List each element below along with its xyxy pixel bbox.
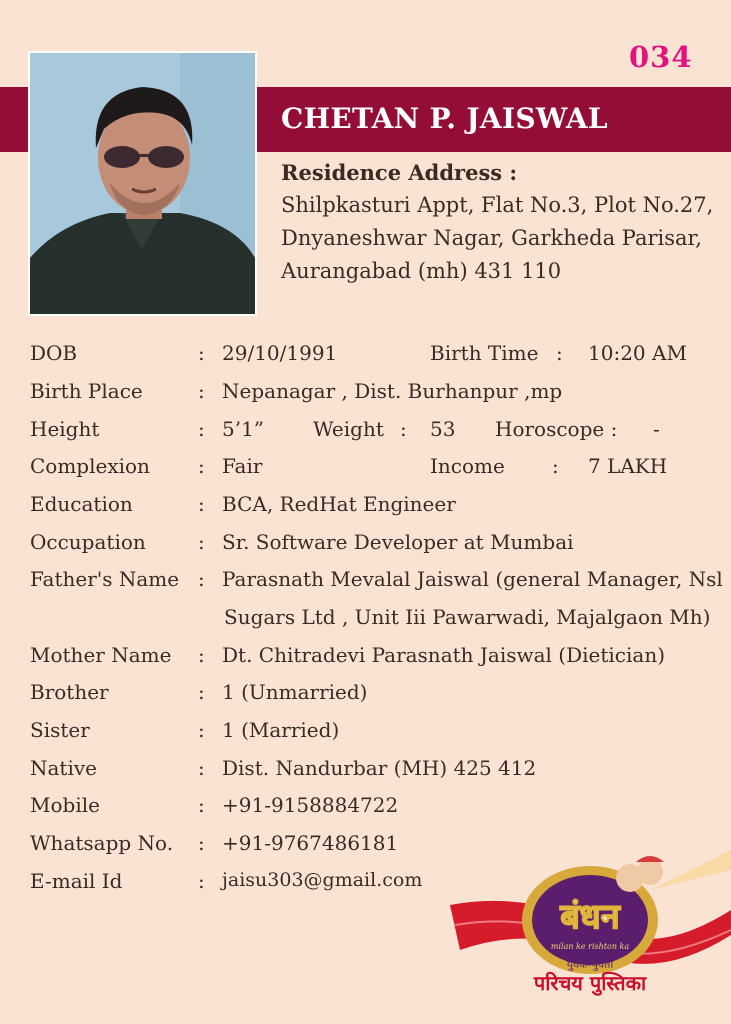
row-colon: : <box>198 756 205 780</box>
father-value: Parasnath Mevalal Jaiswal (general Manager, Nsl <box>222 567 723 591</box>
birth-place-label: Birth Place <box>30 379 143 403</box>
logo-subtitle: परिचय पुस्तिका <box>533 971 647 995</box>
row-colon: : <box>198 530 205 554</box>
row-colon: : <box>198 492 205 516</box>
email-value: jaisu303@gmail.com <box>222 869 423 891</box>
mother-value: Dt. Chitradevi Parasnath Jaiswal (Dietician) <box>222 643 665 667</box>
profile-name: CHETAN P. JAISWAL <box>281 102 608 135</box>
row-colon: : <box>198 454 205 478</box>
birth-time-label: Birth Time <box>430 341 539 365</box>
complexion-value: Fair <box>222 454 263 478</box>
horoscope-value: - <box>653 417 660 441</box>
row-colon: : <box>198 680 205 704</box>
profile-photo <box>28 51 257 316</box>
row-colon: : <box>198 718 205 742</box>
whatsapp-label: Whatsapp No. <box>30 831 174 855</box>
horoscope-label: Horoscope : <box>495 417 618 441</box>
row-colon: : <box>556 341 563 365</box>
native-label: Native <box>30 756 97 780</box>
logo-title: बंधन <box>560 897 620 937</box>
brother-value: 1 (Unmarried) <box>222 680 368 704</box>
row-colon: : <box>552 454 559 478</box>
mother-label: Mother Name <box>30 643 172 667</box>
whatsapp-value: +91-9767486181 <box>222 831 399 855</box>
row-colon: : <box>198 417 205 441</box>
row-colon: : <box>400 417 407 441</box>
native-value: Dist. Nandurbar (MH) 425 412 <box>222 756 537 780</box>
row-colon: : <box>198 869 205 893</box>
height-label: Height <box>30 417 100 441</box>
weight-value: 53 <box>430 417 456 441</box>
birth-place-value: Nepanagar , Dist. Burhanpur ,mp <box>222 379 563 403</box>
logo-subtitle-top: युवक-युवती <box>566 958 614 971</box>
sister-label: Sister <box>30 718 90 742</box>
father-label: Father's Name <box>30 567 180 591</box>
row-colon: : <box>198 793 205 817</box>
income-value: 7 LAKH <box>588 454 668 478</box>
dob-value: 29/10/1991 <box>222 341 338 365</box>
income-label: Income <box>430 454 505 478</box>
row-colon: : <box>198 567 205 591</box>
row-colon: : <box>198 341 205 365</box>
mobile-value: +91-9158884722 <box>222 793 399 817</box>
education-label: Education <box>30 492 133 516</box>
brother-label: Brother <box>30 680 109 704</box>
address-heading: Residence Address : <box>281 160 518 185</box>
row-colon: : <box>198 379 205 403</box>
row-colon: : <box>198 643 205 667</box>
address-line: Dnyaneshwar Nagar, Garkheda Parisar, <box>281 226 702 250</box>
height-value: 5’1” <box>222 417 265 441</box>
birth-time-value: 10:20 AM <box>588 341 687 365</box>
mobile-label: Mobile <box>30 793 100 817</box>
address-line: Shilpkasturi Appt, Flat No.3, Plot No.27, <box>281 193 714 217</box>
education-value: BCA, RedHat Engineer <box>222 492 456 516</box>
sister-value: 1 (Married) <box>222 718 340 742</box>
address-line: Aurangabad (mh) 431 110 <box>281 259 562 283</box>
logo-tagline: milan ke rishton ka <box>550 942 630 951</box>
profile-number: 034 <box>629 40 693 74</box>
person-photo-illustration <box>30 53 255 314</box>
dob-label: DOB <box>30 341 78 365</box>
weight-label: Weight <box>313 417 384 441</box>
bandhan-logo <box>450 850 731 1024</box>
occupation-value: Sr. Software Developer at Mumbai <box>222 530 574 554</box>
email-label: E-mail Id <box>30 869 123 893</box>
complexion-label: Complexion <box>30 454 150 478</box>
occupation-label: Occupation <box>30 530 146 554</box>
row-colon: : <box>198 831 205 855</box>
father-value-continued: Sugars Ltd , Unit Iii Pawarwadi, Majalgaon Mh) <box>224 605 711 629</box>
